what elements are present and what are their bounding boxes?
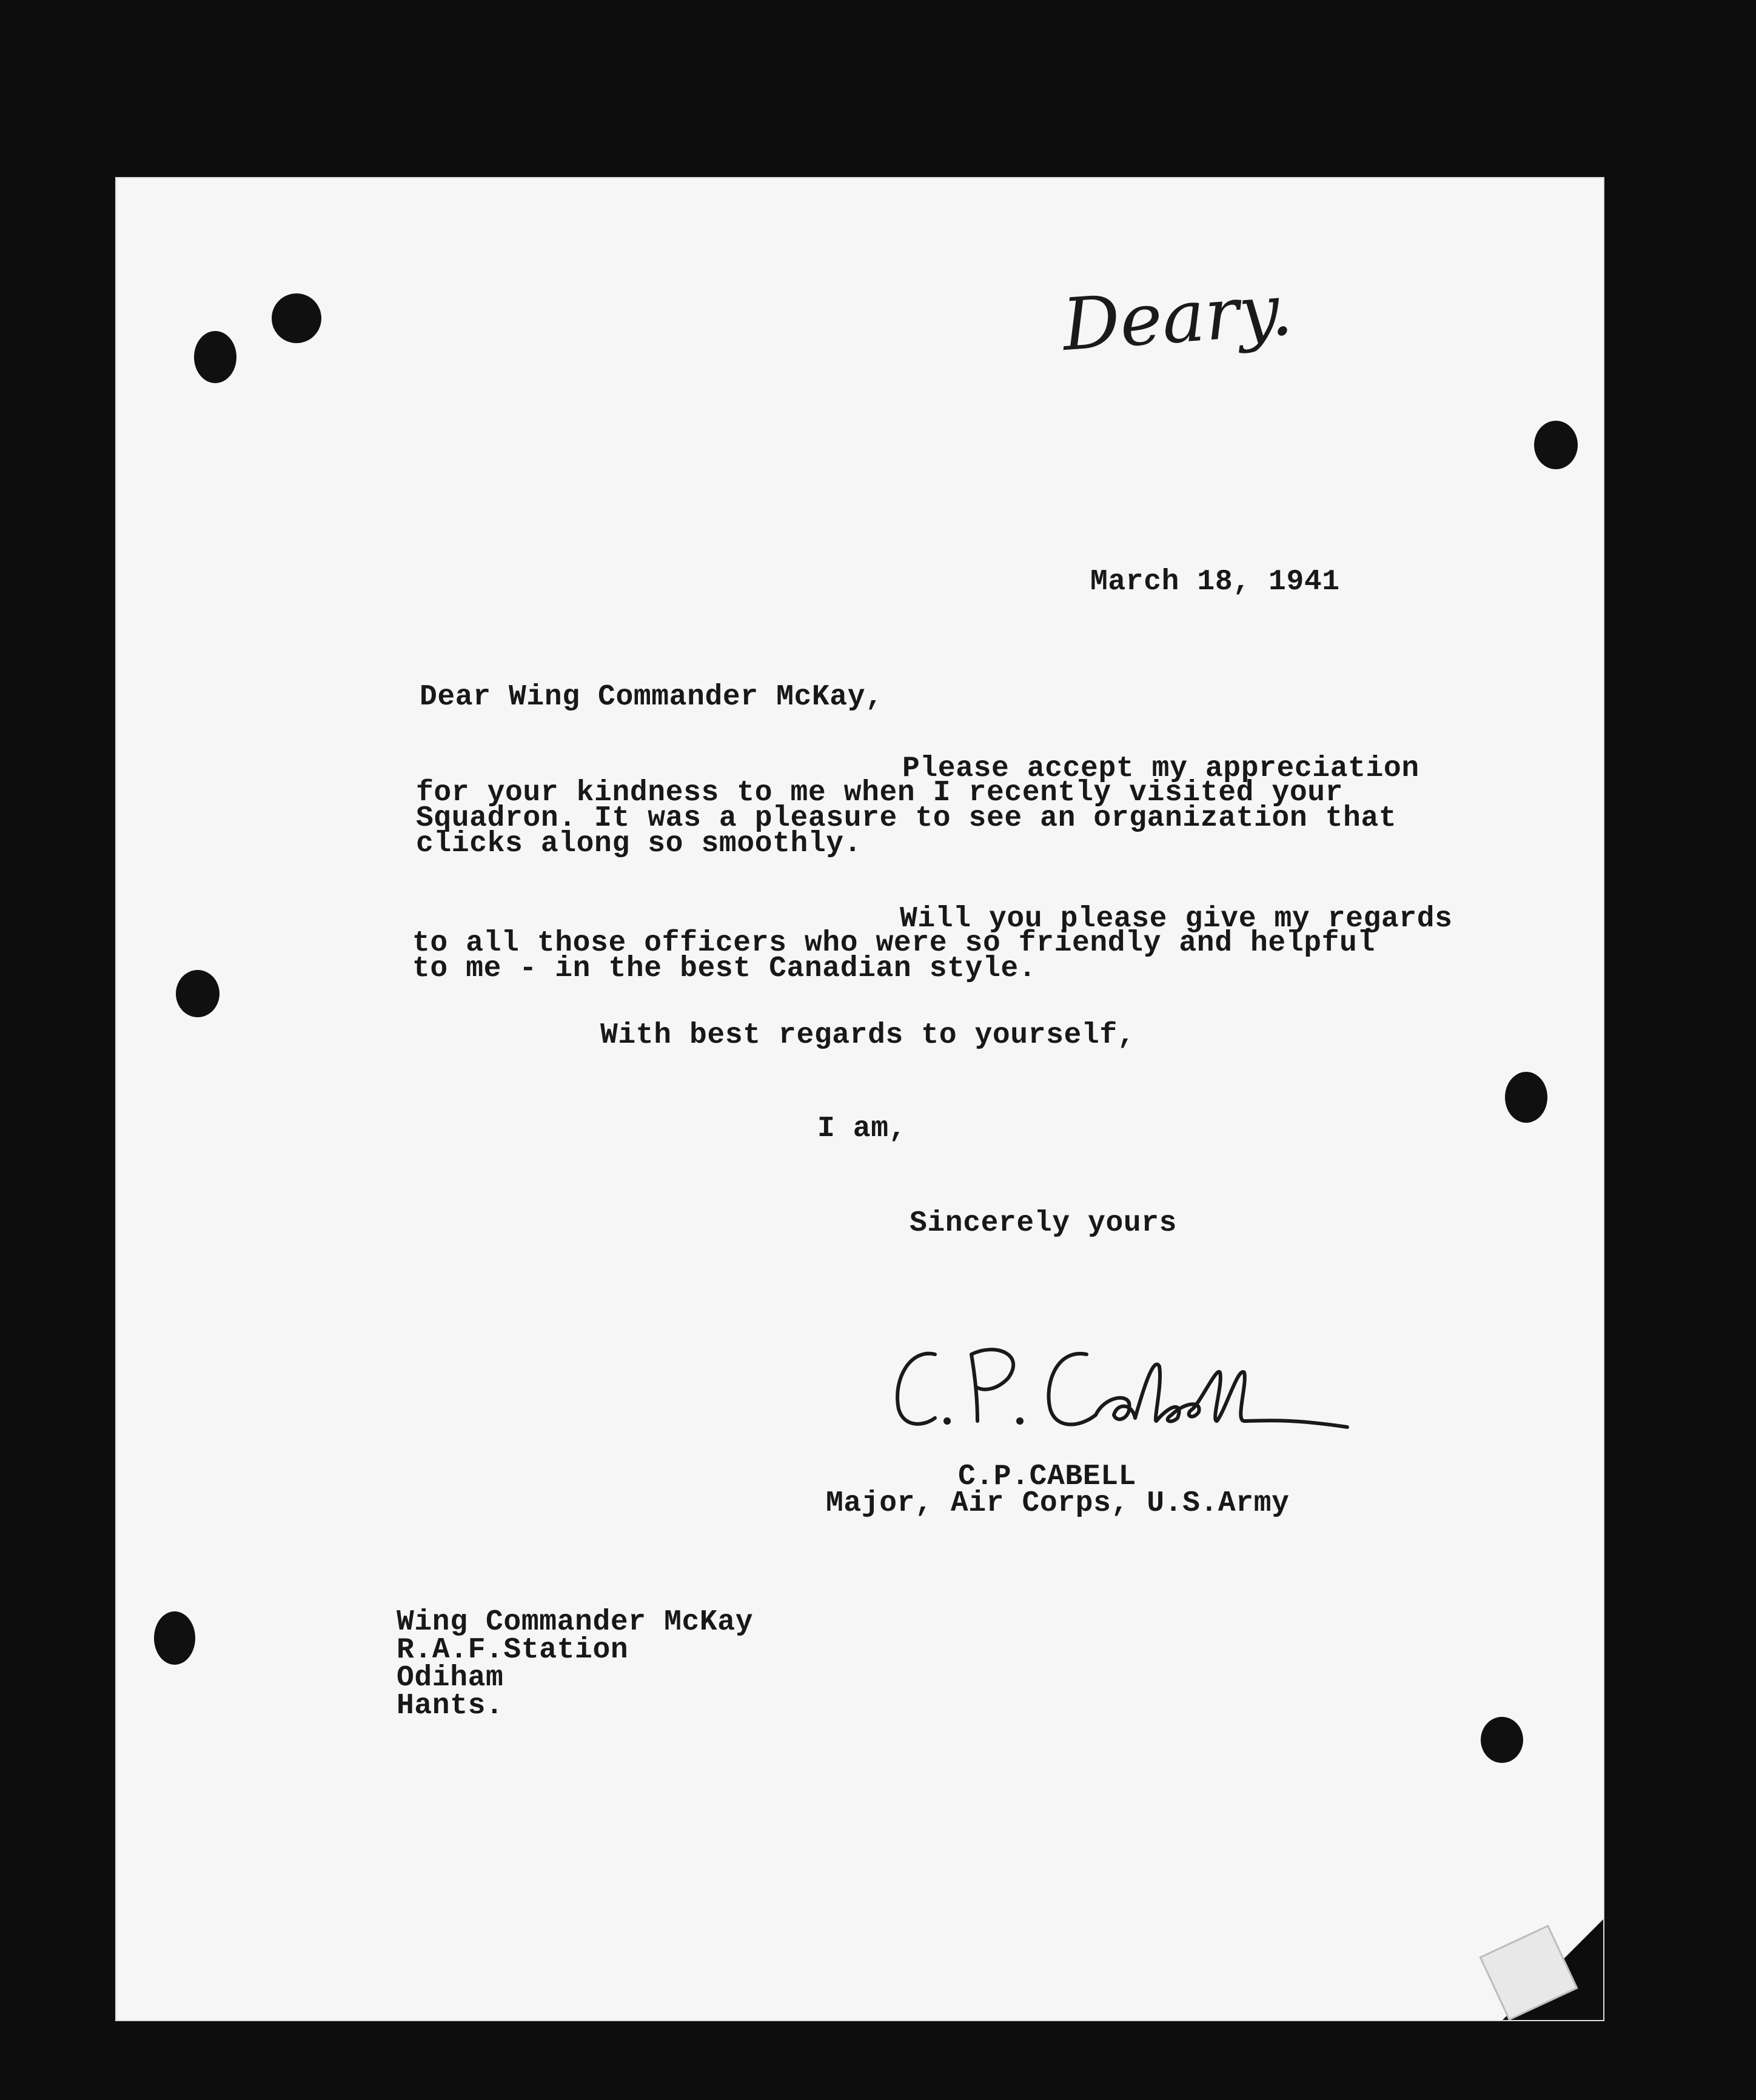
letter-page [115,177,1604,2021]
letter-date: March 18, 1941 [1090,566,1340,598]
address-line-3: Odiham [397,1662,504,1694]
handwritten-annotation: Deary. [1059,267,1296,367]
signature [886,1330,1359,1451]
signatory-title: Major, Air Corps, U.S.Army [826,1487,1290,1520]
punch-hole [1481,1717,1523,1763]
punch-hole [154,1611,195,1665]
address-line-1: Wing Commander McKay [397,1606,754,1639]
signatory-name: C.P.CABELL [958,1460,1137,1493]
address-line-4: Hants. [397,1690,504,1722]
salutation: Dear Wing Commander McKay, [420,681,883,714]
paragraph-1-line-1: Please accept my appreciation [902,752,1419,785]
paragraph-1-line-4: clicks along so smoothly. [416,828,862,860]
paragraph-1-line-3: Squadron. It was a pleasure to see an organization that [416,802,1397,835]
paragraph-2-line-3: to me - in the best Canadian style. [412,952,1037,985]
closing-regards: With best regards to yourself, [600,1019,1136,1052]
closing-i-am: I am, [817,1112,907,1145]
punch-hole [1534,421,1578,469]
paragraph-2-line-2: to all those officers who were so friendly and helpful [412,927,1375,960]
address-line-2: R.A.F.Station [397,1634,629,1667]
punch-hole [1505,1072,1547,1123]
sign-off: Sincerely yours [910,1207,1178,1240]
punch-hole [272,293,321,343]
punch-hole [176,970,220,1017]
punch-hole [194,331,236,383]
paragraph-1-line-2: for your kindness to me when I recently visited your [416,777,1344,809]
paragraph-2-line-1: Will you please give my regards [900,903,1453,935]
